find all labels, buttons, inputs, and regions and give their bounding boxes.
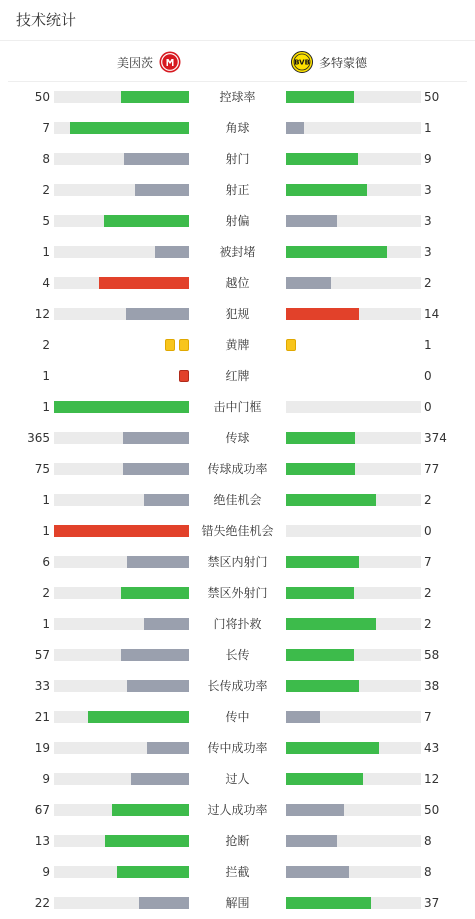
stat-label: 击中门框	[213, 400, 262, 414]
away-bar-fill	[286, 494, 376, 506]
away-bar-track	[286, 742, 421, 754]
away-bar-fill	[286, 587, 354, 599]
home-bar-fill	[121, 587, 189, 599]
red-card-icon	[179, 370, 189, 382]
away-bar-track	[286, 897, 421, 909]
away-bar-track	[286, 494, 421, 506]
away-bar-fill	[286, 773, 363, 785]
away-value: 3	[424, 214, 432, 228]
home-bar-fill	[123, 463, 189, 475]
stat-row	[0, 547, 475, 578]
stat-label: 禁区外射门	[207, 586, 268, 600]
home-bar-fill	[127, 680, 189, 692]
away-bar-track	[286, 866, 421, 878]
home-bar-fill	[70, 122, 189, 134]
stat-label: 传中成功率	[207, 741, 268, 755]
home-bar-track	[54, 494, 189, 506]
away-value: 0	[424, 524, 432, 538]
home-bar-fill	[88, 711, 189, 723]
away-value: 374	[424, 431, 447, 445]
home-bar-fill	[131, 773, 189, 785]
stat-label: 射门	[225, 152, 250, 166]
home-bar-fill	[121, 649, 189, 661]
away-bar-track	[286, 246, 421, 258]
home-value: 365	[27, 431, 50, 445]
stat-label: 射偏	[225, 214, 250, 228]
home-bar-track	[54, 618, 189, 630]
home-bar-fill	[112, 804, 189, 816]
stat-label: 犯规	[225, 307, 250, 321]
away-value: 12	[424, 772, 440, 786]
stat-label: 射正	[225, 183, 250, 197]
home-value: 22	[34, 896, 50, 910]
away-bar-track	[286, 618, 421, 630]
home-team-name: 美因茨	[116, 55, 153, 70]
home-value: 19	[34, 741, 50, 755]
away-bar-fill	[286, 680, 359, 692]
away-value: 38	[424, 679, 440, 693]
home-bar-track	[54, 556, 189, 568]
away-value: 37	[424, 896, 440, 910]
home-bar-fill	[121, 91, 189, 103]
away-bar-track	[286, 587, 421, 599]
home-value: 1	[42, 493, 50, 507]
home-bar-fill	[139, 897, 189, 909]
stat-label: 过人	[225, 772, 250, 786]
home-bar-track	[54, 308, 189, 320]
stat-label: 控球率	[219, 90, 256, 104]
stat-row	[0, 609, 475, 640]
home-bar-fill	[124, 153, 189, 165]
home-bar-fill	[54, 525, 189, 537]
away-bar-track	[286, 804, 421, 816]
home-bar-track	[54, 773, 189, 785]
home-value: 2	[42, 183, 50, 197]
stat-label: 传球	[225, 431, 250, 445]
away-bar-fill	[286, 246, 387, 258]
away-value: 7	[424, 710, 432, 724]
stat-row	[0, 764, 475, 795]
stat-row	[0, 175, 475, 206]
home-value: 9	[42, 865, 50, 879]
home-bar-track	[54, 246, 189, 258]
away-cards	[286, 339, 296, 351]
away-value: 1	[424, 121, 432, 135]
away-value: 0	[424, 369, 432, 383]
svg-text:BVB: BVB	[294, 58, 310, 67]
home-bar-track	[54, 711, 189, 723]
away-value: 3	[424, 245, 432, 259]
home-value: 50	[34, 90, 50, 104]
stat-label: 越位	[225, 276, 250, 290]
home-bar-fill	[155, 246, 189, 258]
stat-row	[0, 392, 475, 423]
home-value: 21	[34, 710, 50, 724]
away-bar-track	[286, 91, 421, 103]
away-bar-track	[286, 122, 421, 134]
home-bar-fill	[104, 215, 189, 227]
away-bar-fill	[286, 215, 337, 227]
home-value: 1	[42, 245, 50, 259]
stat-label: 角球	[225, 121, 250, 135]
away-bar-fill	[286, 866, 349, 878]
stat-label: 长传成功率	[207, 679, 268, 693]
mainz-crest-icon	[159, 51, 181, 73]
home-bar-fill	[99, 277, 189, 289]
stat-row	[0, 857, 475, 888]
home-bar-fill	[117, 866, 189, 878]
stat-label: 黄牌	[225, 338, 250, 352]
stat-label: 解围	[225, 896, 250, 910]
home-bar-fill	[144, 618, 189, 630]
home-value: 2	[42, 586, 50, 600]
away-value: 2	[424, 493, 432, 507]
away-value: 58	[424, 648, 440, 662]
home-value: 57	[34, 648, 50, 662]
away-bar-fill	[286, 835, 337, 847]
home-value: 8	[42, 152, 50, 166]
away-bar-fill	[286, 277, 331, 289]
stat-row	[0, 330, 475, 361]
stat-label: 抢断	[225, 834, 250, 848]
home-bar-track	[54, 680, 189, 692]
away-bar-fill	[286, 804, 344, 816]
home-value: 67	[34, 803, 50, 817]
stat-label: 过人成功率	[207, 803, 268, 817]
away-bar-track	[286, 277, 421, 289]
away-bar-fill	[286, 184, 367, 196]
home-bar-track	[54, 525, 189, 537]
stat-row	[0, 578, 475, 609]
home-bar-fill	[147, 742, 189, 754]
away-bar-fill	[286, 122, 304, 134]
stat-row	[0, 423, 475, 454]
away-bar-track	[286, 680, 421, 692]
stat-label: 被封堵	[219, 245, 256, 259]
stat-row	[0, 888, 475, 919]
stat-row	[0, 361, 475, 392]
home-bar-fill	[105, 835, 189, 847]
home-value: 5	[42, 214, 50, 228]
stat-row	[0, 299, 475, 330]
stat-label: 绝佳机会	[213, 493, 262, 507]
home-value: 1	[42, 400, 50, 414]
away-bar-track	[286, 463, 421, 475]
away-bar-fill	[286, 556, 359, 568]
home-bar-track	[54, 804, 189, 816]
home-bar-fill	[54, 401, 189, 413]
away-value: 50	[424, 90, 440, 104]
away-bar-fill	[286, 618, 376, 630]
home-value: 12	[34, 307, 50, 321]
away-bar-fill	[286, 432, 355, 444]
home-bar-track	[54, 742, 189, 754]
away-value: 0	[424, 400, 432, 414]
home-value: 2	[42, 338, 50, 352]
home-value: 75	[34, 462, 50, 476]
stat-label: 错失绝佳机会	[201, 524, 274, 538]
home-bar-track	[54, 215, 189, 227]
away-bar-fill	[286, 153, 358, 165]
home-value: 33	[34, 679, 50, 693]
away-value: 2	[424, 617, 432, 631]
home-bar-track	[54, 587, 189, 599]
stat-label: 红牌	[225, 369, 250, 383]
stat-row	[0, 268, 475, 299]
stat-label: 拦截	[225, 865, 250, 879]
away-value: 8	[424, 865, 432, 879]
away-bar-track	[286, 184, 421, 196]
home-cards	[165, 339, 189, 351]
away-bar-track	[286, 649, 421, 661]
home-bar-track	[54, 91, 189, 103]
away-bar-track	[286, 525, 421, 537]
stat-row	[0, 733, 475, 764]
stat-label: 传中	[225, 710, 250, 724]
home-bar-fill	[135, 184, 189, 196]
away-bar-fill	[286, 742, 379, 754]
stat-row	[0, 485, 475, 516]
stat-row	[0, 826, 475, 857]
yellow-card-icon	[286, 339, 296, 351]
stat-row	[0, 671, 475, 702]
home-bar-track	[54, 649, 189, 661]
home-bar-track	[54, 277, 189, 289]
away-value: 50	[424, 803, 440, 817]
away-bar-fill	[286, 649, 354, 661]
away-value: 2	[424, 276, 432, 290]
stat-row	[0, 640, 475, 671]
page-title: 技术统计	[0, 0, 475, 41]
away-bar-fill	[286, 711, 320, 723]
away-bar-track	[286, 711, 421, 723]
away-bar-track	[286, 835, 421, 847]
home-cards	[179, 370, 189, 382]
away-bar-fill	[286, 91, 354, 103]
home-bar-fill	[127, 556, 189, 568]
home-bar-track	[54, 401, 189, 413]
stat-row	[0, 237, 475, 268]
home-bar-track	[54, 153, 189, 165]
yellow-card-icon	[165, 339, 175, 351]
away-value: 9	[424, 152, 432, 166]
away-value: 2	[424, 586, 432, 600]
away-bar-track	[286, 401, 421, 413]
home-bar-track	[54, 897, 189, 909]
away-value: 1	[424, 338, 432, 352]
home-value: 9	[42, 772, 50, 786]
home-value: 6	[42, 555, 50, 569]
away-bar-fill	[286, 308, 359, 320]
away-value: 43	[424, 741, 440, 755]
away-team[interactable]	[291, 51, 367, 73]
stat-row	[0, 82, 475, 113]
home-bar-fill	[126, 308, 189, 320]
stat-label: 禁区内射门	[207, 555, 268, 569]
away-bar-track	[286, 215, 421, 227]
home-bar-track	[54, 184, 189, 196]
stat-row	[0, 795, 475, 826]
away-value: 77	[424, 462, 440, 476]
away-bar-track	[286, 308, 421, 320]
home-value: 1	[42, 617, 50, 631]
away-bar-fill	[286, 463, 355, 475]
yellow-card-icon	[179, 339, 189, 351]
home-value: 1	[42, 369, 50, 383]
home-bar-track	[54, 463, 189, 475]
home-value: 1	[42, 524, 50, 538]
away-bar-track	[286, 432, 421, 444]
stat-row	[0, 516, 475, 547]
stat-row	[0, 702, 475, 733]
home-bar-track	[54, 866, 189, 878]
home-bar-track	[54, 432, 189, 444]
away-value: 7	[424, 555, 432, 569]
home-bar-fill	[123, 432, 189, 444]
stat-label: 长传	[225, 648, 250, 662]
away-bar-track	[286, 153, 421, 165]
stat-row	[0, 113, 475, 144]
away-team-name: 多特蒙德	[319, 55, 368, 70]
bvb-crest-icon	[291, 51, 313, 73]
stats-list	[0, 82, 475, 919]
stat-row	[0, 454, 475, 485]
home-team[interactable]	[117, 51, 181, 73]
away-bar-track	[286, 773, 421, 785]
home-bar-fill	[144, 494, 189, 506]
away-bar-track	[286, 556, 421, 568]
home-value: 7	[42, 121, 50, 135]
away-value: 8	[424, 834, 432, 848]
home-bar-track	[54, 122, 189, 134]
stat-row	[0, 144, 475, 175]
away-value: 14	[424, 307, 440, 321]
stat-row	[0, 206, 475, 237]
away-bar-fill	[286, 897, 371, 909]
stat-label: 门将扑救	[213, 617, 262, 631]
stat-label: 传球成功率	[207, 462, 268, 476]
home-value: 4	[42, 276, 50, 290]
team-header	[8, 41, 467, 82]
away-value: 3	[424, 183, 432, 197]
home-bar-track	[54, 835, 189, 847]
home-value: 13	[34, 834, 50, 848]
